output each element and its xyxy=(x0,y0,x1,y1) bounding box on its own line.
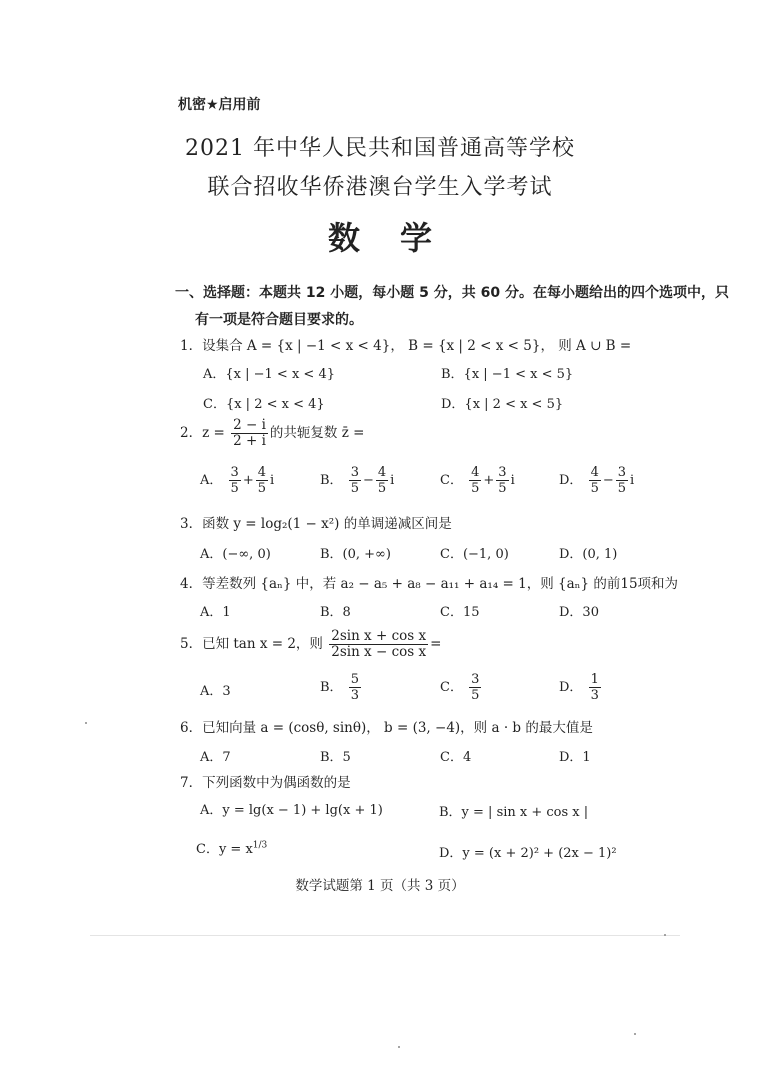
denominator: 5 xyxy=(498,481,507,496)
numerator: 5 xyxy=(350,672,359,687)
numerator: 4 xyxy=(471,465,480,480)
imaginary-unit: i xyxy=(270,473,275,488)
question-3-option-c: C．(−1, 0) xyxy=(440,547,509,562)
question-4-option-c: C．15 xyxy=(440,605,480,620)
question-3-option-b: B．(0, +∞) xyxy=(320,547,391,562)
question-1-stem: 1．设集合 A = {x | −1 < x < 4}， B = {x | 2 < x < 5}， 则 A ∪ B = xyxy=(180,338,632,354)
option-label: C． xyxy=(440,680,463,695)
question-2-fraction-numerator: 2 − i xyxy=(233,417,266,433)
denominator: 5 xyxy=(230,481,239,496)
option-label: C． xyxy=(440,473,463,488)
numerator: 4 xyxy=(590,465,599,480)
denominator: 5 xyxy=(471,688,480,703)
question-4-option-a: A．1 xyxy=(200,605,231,620)
fraction xyxy=(349,672,361,703)
option-label: B． xyxy=(320,680,343,695)
exam-title-line1: 2021 年中华人民共和国普通高等学校 xyxy=(185,136,575,161)
question-4-option-d: D．30 xyxy=(559,605,599,620)
question-2-stem xyxy=(180,418,364,449)
imaginary-unit: i xyxy=(630,473,635,488)
question-2-fraction xyxy=(231,418,268,449)
scan-shadow-line xyxy=(90,935,680,936)
scan-speck xyxy=(634,1033,636,1035)
operator: − xyxy=(602,473,614,488)
fraction xyxy=(229,465,241,496)
numerator: 3 xyxy=(498,465,507,480)
denominator: 5 xyxy=(617,481,627,496)
fraction xyxy=(256,465,268,496)
option-text: C．y = x xyxy=(196,842,253,857)
exponent: 1/3 xyxy=(252,840,268,851)
question-6-stem: 6．已知向量 a = (cosθ, sinθ)， b = (3, −4)，则 a · b 的最大值是 xyxy=(180,720,593,736)
question-5-option-c xyxy=(440,672,483,703)
question-2-option-c xyxy=(440,465,515,496)
question-7-option-a: A．y = lg(x − 1) + lg(x + 1) xyxy=(200,803,383,818)
question-5-option-a: A．3 xyxy=(200,684,231,699)
question-1-option-a: A．{x | −1 < x < 4} xyxy=(203,367,335,382)
question-1-option-b: B．{x | −1 < x < 5} xyxy=(441,367,574,382)
question-5-option-b xyxy=(320,672,363,703)
denominator: 5 xyxy=(590,481,599,496)
question-2-tail: 的共轭复数 z̄ = xyxy=(269,425,365,441)
option-label: D． xyxy=(559,473,583,488)
question-3-stem: 3．函数 y = log₂(1 − x²) 的单调递减区间是 xyxy=(180,516,452,532)
fraction xyxy=(589,672,601,703)
subject-heading: 数学 xyxy=(327,219,472,257)
question-6-option-c: C．4 xyxy=(440,750,472,765)
section-instructions-line2: 有一项是符合题目要求的。 xyxy=(195,312,363,328)
question-5-fraction-numerator: 2sin x + cos x xyxy=(331,628,427,644)
denominator: 3 xyxy=(590,688,599,703)
operator: + xyxy=(242,473,254,488)
numerator: 3 xyxy=(350,465,359,480)
denominator: 5 xyxy=(257,481,266,496)
question-6-option-b: B．5 xyxy=(320,750,351,765)
question-2-fraction-denominator: 2 + i xyxy=(233,433,266,449)
fraction xyxy=(376,465,388,496)
question-7-option-d: D．y = (x + 2)² + (2x − 1)² xyxy=(439,846,617,861)
numerator: 3 xyxy=(230,465,239,480)
denominator: 5 xyxy=(471,481,480,496)
denominator: 5 xyxy=(350,481,359,496)
scan-speck xyxy=(664,934,666,936)
option-label: B． xyxy=(320,473,343,488)
operator: − xyxy=(362,473,374,488)
question-5-option-d xyxy=(559,672,603,703)
numerator: 1 xyxy=(590,672,599,687)
section-instructions-line1: 一、选择题：本题共 12 小题，每小题 5 分，共 60 分。在每小题给出的四个选项中，只 xyxy=(175,285,729,301)
confidential-mark: 机密★启用前 xyxy=(178,97,261,113)
question-2-option-d xyxy=(559,465,634,496)
question-2-z: z = xyxy=(202,425,225,441)
question-5-fraction xyxy=(329,629,428,660)
question-1-option-c: C．{x | 2 < x < 4} xyxy=(203,397,325,412)
question-2-number: 2． xyxy=(180,425,203,441)
question-2-option-a xyxy=(200,465,274,496)
question-7-option-b: B．y = | sin x + cos x | xyxy=(439,805,589,820)
fraction xyxy=(589,465,601,496)
numerator: 3 xyxy=(617,465,627,480)
question-7-stem: 7．下列函数中为偶函数的是 xyxy=(180,775,351,791)
fraction xyxy=(469,672,481,703)
question-5-fraction-denominator: 2sin x − cos x xyxy=(331,644,427,660)
scan-speck xyxy=(398,1046,400,1048)
question-6-option-a: A．7 xyxy=(200,750,231,765)
option-label: A． xyxy=(200,473,223,488)
question-5-suffix: = xyxy=(430,636,442,652)
question-3-option-a: A．(−∞, 0) xyxy=(200,547,271,562)
fraction xyxy=(469,465,481,496)
denominator: 5 xyxy=(377,481,387,496)
question-1-option-d: D．{x | 2 < x < 5} xyxy=(441,397,564,412)
scan-speck xyxy=(85,722,87,724)
question-3-option-d: D．(0, 1) xyxy=(559,547,618,562)
page-footer: 数学试题第 1 页（共 3 页） xyxy=(295,878,465,894)
numerator: 4 xyxy=(257,465,266,480)
question-6-option-d: D．1 xyxy=(559,750,591,765)
question-4-option-b: B．8 xyxy=(320,605,351,620)
question-5-prefix: 5．已知 tan x = 2，则 xyxy=(180,636,323,652)
fraction xyxy=(616,465,628,496)
exam-title-line2: 联合招收华侨港澳台学生入学考试 xyxy=(207,175,553,200)
option-label: D． xyxy=(559,680,583,695)
numerator: 4 xyxy=(377,465,387,480)
question-7-option-c xyxy=(196,838,267,857)
question-5-stem xyxy=(180,629,441,660)
denominator: 3 xyxy=(350,688,359,703)
fraction xyxy=(496,465,508,496)
operator: + xyxy=(483,473,495,488)
imaginary-unit: i xyxy=(510,473,515,488)
imaginary-unit: i xyxy=(390,473,395,488)
numerator: 3 xyxy=(471,672,480,687)
question-4-stem: 4．等差数列 {aₙ} 中，若 a₂ − a₅ + a₈ − a₁₁ + a₁₄ = 1，则 {aₙ} 的前15项和为 xyxy=(180,576,679,592)
fraction xyxy=(349,465,361,496)
question-2-option-b xyxy=(320,465,394,496)
